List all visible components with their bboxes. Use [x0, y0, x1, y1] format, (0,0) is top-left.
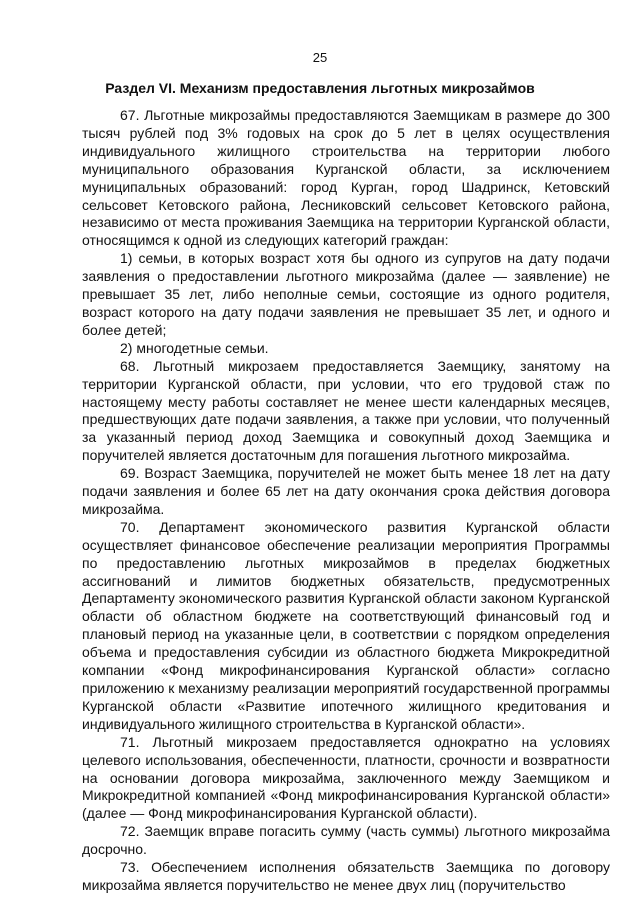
paragraph-72: 72. Заемщик вправе погасить сумму (часть суммы) льготного микрозайма досрочно.	[82, 823, 610, 858]
page-number: 25	[312, 50, 328, 65]
body-text	[82, 107, 610, 895]
paragraph-67: 67. Льготные микрозаймы предоставляются Заемщикам в размере до 300 тысяч рублей под 3% годовых на срок до 5 лет в целях осуществления индивидуального жилищного строительства на территории любого муниципального образования Курганской области, за исключением муниципальных образований: город Курган, город Шадринск, Кетовский сельсовет Кетовского района, Лесниковский сельсовет Кетовского района, независимо от места проживания Заемщика на территории Курганской области, относящимся к одной из следующих категорий граждан:	[82, 107, 610, 249]
paragraph-67-item-1: 1) семьи, в которых возраст хотя бы одного из супругов на дату подачи заявления о предоставлении льготного микрозайма (далее — заявление) не превышает 35 лет, либо неполные семьи, состоящие из одного родителя, возраст которого на дату подачи заявления не превышает 35 лет, и одного и более детей;	[82, 250, 610, 338]
paragraph-73: 73. Обеспечением исполнения обязательств Заемщика по договору микрозайма является поручительство не менее двух лиц (поручительство	[82, 859, 610, 893]
section-title: Раздел VI. Механизм предоставления льготных микрозаймов	[105, 80, 535, 96]
paragraph-69: 69. Возраст Заемщика, поручителей не может быть менее 18 лет на дату подачи заявления и более 65 лет на дату окончания срока действия договора микрозайма.	[82, 465, 610, 517]
paragraph-67-item-2: 2) многодетные семьи.	[120, 339, 269, 356]
paragraph-68: 68. Льготный микрозаем предоставляется Заемщику, занятому на территории Курганской области, при условии, что его трудовой стаж по настоящему месту работы составляет не менее шести календарных месяцев, предшествующих дате подачи заявления, а также при условии, что полученный за указанный период доход Заемщика и совокупный доход Заемщика и поручителей является достаточным для погашения льготного микрозайма.	[82, 357, 610, 464]
paragraph-70: 70. Департамент экономического развития Курганской области осуществляет финансовое обеспечение реализации мероприятия Программы по предоставлению льготных микрозаймов в пределах бюджетных ассигнований и лимитов бюджетных обязательств, предусмотренных Департаменту экономического развития Курганской области законом Курганской области об областном бюджете на соответствующий финансовый год и плановый период на указанные цели, в соответствии с порядком определения объема и предоставления субсидии из областного бюджета Микрокредитной компании «Фонд микрофинансирования Курганской области» согласно приложению к механизму реализации мероприятий государственной программы Курганской области «Развитие ипотечного жилищного кредитования и индивидуального жилищного строительства в Курганской области».	[82, 518, 610, 732]
paragraph-71: 71. Льготный микрозаем предоставляется однократно на условиях целевого использования, обеспеченности, платности, срочности и возвратности на основании договора микрозайма, заключенного между Заемщиком и Микрокредитной компанией «Фонд микрофинансирования Курганской области» (далее — Фонд микрофинансирования Курганской области).	[82, 733, 610, 822]
